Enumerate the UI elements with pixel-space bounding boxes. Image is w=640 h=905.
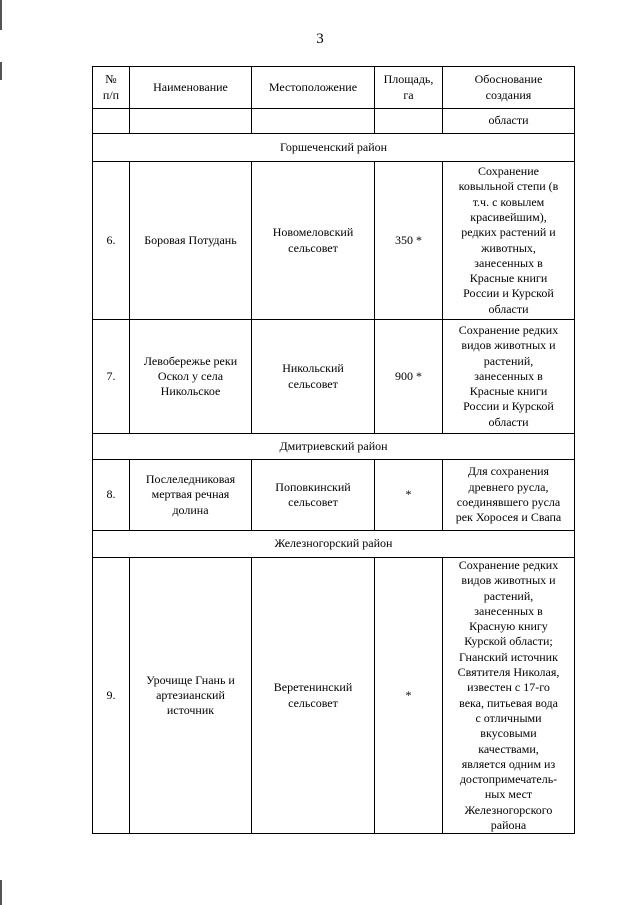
cell-name: Боровая Потудань	[130, 162, 252, 320]
page-number: 3	[316, 31, 324, 47]
table-row	[93, 558, 575, 834]
reserves-table	[92, 66, 575, 834]
cell-area: 900 *	[375, 320, 443, 434]
cell-basis: Сохранение редких видов животных и растений, занесенных в Красную книгу Курской области; Гнанский источник Святителя Николая, известен с 17-го века, питьевая вода с отличными вкусовыми качествами, является одним из достопримечатель- ных мест Железногорского района	[443, 558, 575, 834]
cell-area	[375, 109, 443, 134]
district-name: Железногорский район	[93, 531, 575, 558]
cell-number: 8.	[93, 460, 130, 531]
cell-number	[93, 109, 130, 134]
cell-name: Послеледниковая мертвая речная долина	[130, 460, 252, 531]
cell-name: Урочище Гнань и артезианский источник	[130, 558, 252, 834]
table-header-row	[93, 67, 575, 109]
continuation-row	[93, 109, 575, 134]
table-row	[93, 460, 575, 531]
district-row	[93, 434, 575, 460]
cell-basis: области	[443, 109, 575, 134]
cell-area: *	[375, 558, 443, 834]
cell-name	[130, 109, 252, 134]
cell-basis: Для сохранения древнего русла, соединявшего русла рек Хоросея и Свапа	[443, 460, 575, 531]
header-area: Площадь, га	[375, 67, 443, 109]
cell-location: Никольский сельсовет	[252, 320, 375, 434]
cell-number: 6.	[93, 162, 130, 320]
table-row	[93, 162, 575, 320]
cell-area: 350 *	[375, 162, 443, 320]
cell-number: 9.	[93, 558, 130, 834]
district-name: Горшеченский район	[93, 134, 575, 162]
cell-location: Поповкинский сельсовет	[252, 460, 375, 531]
header-name: Наименование	[130, 67, 252, 109]
header-location: Местоположение	[252, 67, 375, 109]
cell-basis: Сохранение ковыльной степи (в т.ч. с ковылем красивейшим), редких растений и животных, занесенных в Красные книги России и Курской области	[443, 162, 575, 320]
header-number: № п/п	[93, 67, 130, 109]
table-row	[93, 320, 575, 434]
district-row	[93, 531, 575, 558]
cell-location	[252, 109, 375, 134]
header-basis: Обоснование создания	[443, 67, 575, 109]
cell-basis: Сохранение редких видов животных и растений, занесенных в Красные книги России и Курской области	[443, 320, 575, 434]
page-edge-mark	[0, 880, 2, 905]
district-name: Дмитриевский район	[93, 434, 575, 460]
cell-location: Новомеловский сельсовет	[252, 162, 375, 320]
cell-area: *	[375, 460, 443, 531]
cell-number: 7.	[93, 320, 130, 434]
cell-location: Веретенинский сельсовет	[252, 558, 375, 834]
page-edge-mark	[0, 0, 2, 30]
district-row	[93, 134, 575, 162]
page-edge-mark	[0, 62, 2, 80]
cell-name: Левобережье реки Оскол у села Никольское	[130, 320, 252, 434]
